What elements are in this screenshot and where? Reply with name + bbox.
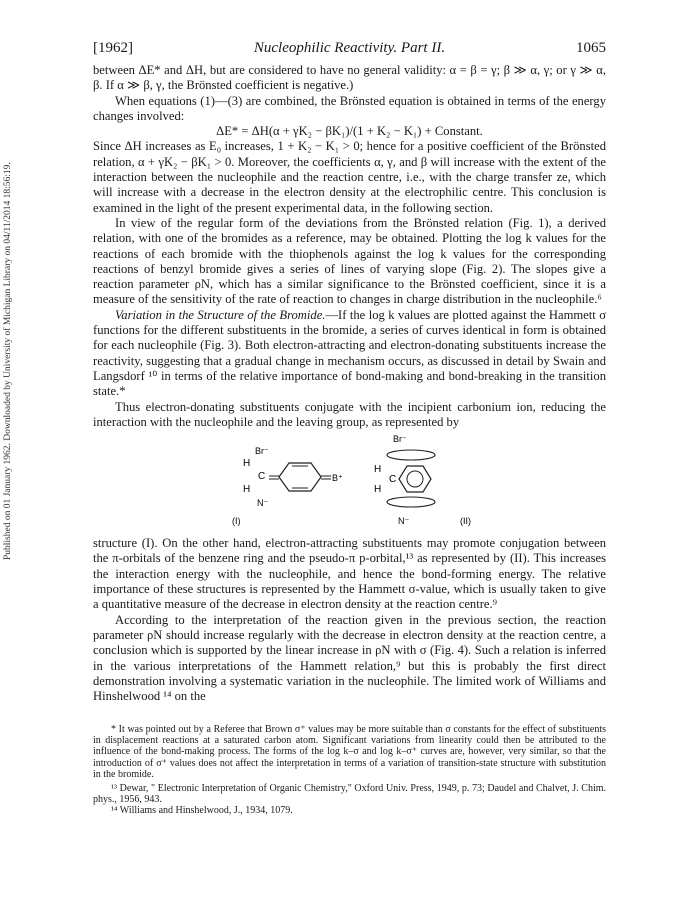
struct-II-h-top: H bbox=[374, 464, 382, 476]
label-II: (II) bbox=[460, 516, 471, 527]
paragraph-6: Thus electron-donating substituents conjugate with the incipient carbonium ion, reducing the interaction with the nucleophile and the leaving group, as represented by bbox=[93, 399, 606, 429]
structure-figure bbox=[93, 434, 606, 530]
struct-I-b-plus: B⁺ bbox=[332, 473, 343, 484]
page-header bbox=[93, 40, 606, 60]
footnote-13: ¹³ Dewar, " Electronic Interpretation of Organic Chemistry," Oxford Univ. Press, 1949, p. 73; Daudel and Chalvet, J. Chim. phys., 1956, 943. bbox=[93, 783, 606, 806]
struct-II-br: Br⁻ bbox=[393, 434, 407, 445]
watermark-text: Published on 01 January 1962. Downloaded by University of Michigan Library on 04/11/2014 18:56:19. bbox=[3, 162, 13, 560]
paragraph-5 bbox=[93, 308, 606, 400]
structure-II bbox=[374, 434, 471, 526]
paragraph-2: When equations (1)—(3) are combined, the Brönsted equation is obtained in terms of the energy changes involved: bbox=[93, 93, 606, 123]
page-number: 1065 bbox=[576, 40, 606, 56]
structures-diagram bbox=[93, 434, 606, 530]
footnote-star: * It was pointed out by a Referee that Brown σ⁺ values may be more suitable than σ constants for the effect of substituents in displacement reactions at a saturated carbon atom. Significant variations from linearity could then be attributed to the influence of the bond-making process. The forms of the log k–σ and log k–σ⁺ curves are, however, very similar, so that the introduction of σ⁺ values does not affect the interpretation in terms of a variation of transition-state structure with substitution in the bromide. bbox=[93, 724, 606, 780]
paragraph-5-text: —If the log k values are plotted against the Hammett σ functions for the different substituents in the bromide, a series of curves identical in form is obtained for each nucleophile (Fig. 3). Both electron-attracting and electron-donating substituents increase the reactivity, suggesting that a gradual change in mechanism occurs, as discussed in detail by Swain and Langsdorf ¹⁰ in terms of the relative importance of bond-making and bond-breaking in the transition state.* bbox=[93, 307, 606, 399]
paragraph-3: Since ΔH increases as E₀ increases, 1 + K₂ − K₁ > 0; hence for a positive coefficient of the Brönsted relation, α + γK₂ − βK₁ > 0. Moreover, the coefficients α, γ, and β will increase with the extent of the interaction between the nucleophile and the reaction centre, i.e., with the charge transfer ze, which will increase with a decrease in the electron density at the electrophilic centre. This conclusion is examined in the light of the present experimental data, in the following section. bbox=[93, 139, 606, 215]
running-title: Nucleophilic Reactivity. Part II. bbox=[253, 40, 446, 56]
struct-I-h-top: H bbox=[243, 458, 251, 470]
equation: ΔE* = ΔH(α + γK₂ − βK₁)/(1 + K₂ − K₁) + Constant. bbox=[216, 124, 483, 139]
download-watermark bbox=[3, 80, 17, 900]
footnote-14: ¹⁴ Williams and Hinshelwood, J., 1934, 1079. bbox=[111, 805, 293, 817]
section-heading: Variation in the Structure of the Bromide. bbox=[115, 307, 326, 322]
body-text bbox=[93, 63, 606, 704]
paragraph-8: According to the interpretation of the reaction given in the previous section, the reaction parameter ρN should increase regularly with the decrease in electron density at the reaction centre, a conclusion which is supported by the linear increase in ρN with σ (Fig. 4). Such a relation is inferred in the various interpretations of the Hammett relation,⁹ but this is probably the first direct demonstration involving a systematic variation in the nucleophile. The limited work of Williams and Hinshelwood ¹⁴ on the bbox=[93, 612, 606, 704]
footnotes bbox=[93, 724, 606, 817]
struct-II-n-minus: N⁻ bbox=[398, 516, 410, 527]
struct-II-carbon: C bbox=[389, 474, 397, 486]
struct-II-h-bottom: H bbox=[374, 484, 382, 496]
label-I: (I) bbox=[232, 516, 241, 527]
struct-I-n-minus: N⁻ bbox=[257, 498, 269, 509]
struct-I-br: Br⁻ bbox=[255, 446, 269, 457]
struct-I-h-bottom: H bbox=[243, 484, 251, 496]
struct-I-carbon: C bbox=[258, 471, 266, 483]
paragraph-7: structure (I). On the other hand, electron-attracting substituents may promote conjugation between the π-orbitals of the benzene ring and the pseudo-π p-orbital,¹³ as represented by (II). This increases the interaction energy with the nucleophile, and hence the bond-forming energy. The relative importance of these structures is represented by the Hammett σ-value, which is usually taken to give a quantitative measure of the decrease in electron density at the reaction centre.⁹ bbox=[93, 536, 606, 612]
paragraph-4: In view of the regular form of the deviations from the Brönsted relation (Fig. 1), a derived relation, with one of the bromides as a reference, may be obtained. Plotting the log k values for the reactions of each bromide with the thiophenols against the log k values for the corresponding reactions of benzyl bromide gives a series of lines of varying slope (Fig. 2). The slopes give a reaction parameter ρN, which has a similar significance to the Brönsted coefficient, since it is a measure of the sensitivity of the rate of reaction to changes in charge distribution in the nucleophile.⁶ bbox=[93, 215, 606, 307]
header-year: [1962] bbox=[93, 40, 133, 56]
paragraph-1: between ΔE* and ΔH, but are considered to have no general validity: α = β = γ; β ≫ α, γ; or γ ≫ α, β. If α ≫ β, γ, the Brönsted coefficient is negative.) bbox=[93, 63, 606, 93]
structure-I bbox=[232, 446, 343, 526]
